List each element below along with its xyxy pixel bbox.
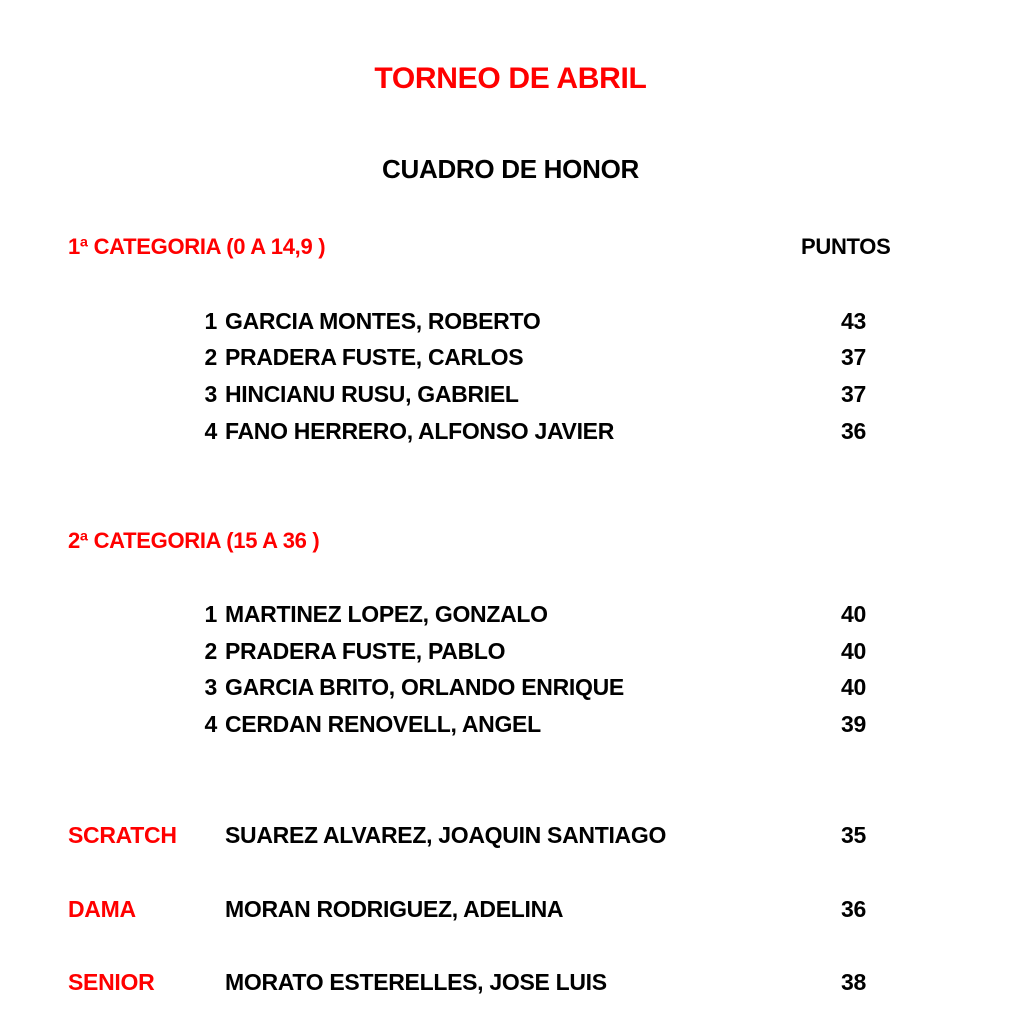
player-name: CERDAN RENOVELL, ANGEL (225, 711, 541, 737)
rank-number: 4 (204, 418, 217, 444)
award-label-senior: SENIOR (68, 969, 155, 995)
player-points: 43 (841, 308, 866, 334)
player-name: MARTINEZ LOPEZ, GONZALO (225, 601, 548, 627)
award-label-dama: DAMA (68, 896, 136, 922)
rank-number: 3 (204, 381, 217, 407)
player-points: 36 (841, 418, 866, 444)
category-2-heading: 2ª CATEGORIA (15 A 36 ) (68, 528, 320, 553)
player-points: 37 (841, 381, 866, 407)
player-name: HINCIANU RUSU, GABRIEL (225, 381, 519, 407)
player-points: 40 (841, 674, 866, 700)
player-name: PRADERA FUSTE, CARLOS (225, 344, 524, 370)
rank-number: 3 (204, 674, 217, 700)
page-subtitle: CUADRO DE HONOR (382, 154, 639, 184)
player-points: 40 (841, 638, 866, 664)
rank-number: 2 (204, 344, 217, 370)
points-column-header: PUNTOS (801, 234, 891, 259)
rank-number: 2 (204, 638, 217, 664)
player-points: 38 (841, 969, 866, 995)
player-name: FANO HERRERO, ALFONSO JAVIER (225, 418, 615, 444)
player-points: 35 (841, 822, 866, 848)
rank-number: 4 (204, 711, 217, 737)
rank-number: 1 (204, 308, 217, 334)
player-name: SUAREZ ALVAREZ, JOAQUIN SANTIAGO (225, 822, 667, 848)
player-points: 37 (841, 344, 866, 370)
player-points: 36 (841, 896, 866, 922)
category-1-heading: 1ª CATEGORIA (0 A 14,9 ) (68, 234, 326, 259)
player-points: 40 (841, 601, 866, 627)
player-name: MORAN RODRIGUEZ, ADELINA (225, 896, 564, 922)
rank-number: 1 (204, 601, 217, 627)
player-name: MORATO ESTERELLES, JOSE LUIS (225, 969, 607, 995)
player-name: GARCIA MONTES, ROBERTO (225, 308, 541, 334)
player-points: 39 (841, 711, 866, 737)
player-name: GARCIA BRITO, ORLANDO ENRIQUE (225, 674, 624, 700)
player-name: PRADERA FUSTE, PABLO (225, 638, 506, 664)
award-label-scratch: SCRATCH (68, 822, 177, 848)
page-title: TORNEO DE ABRIL (374, 62, 647, 95)
